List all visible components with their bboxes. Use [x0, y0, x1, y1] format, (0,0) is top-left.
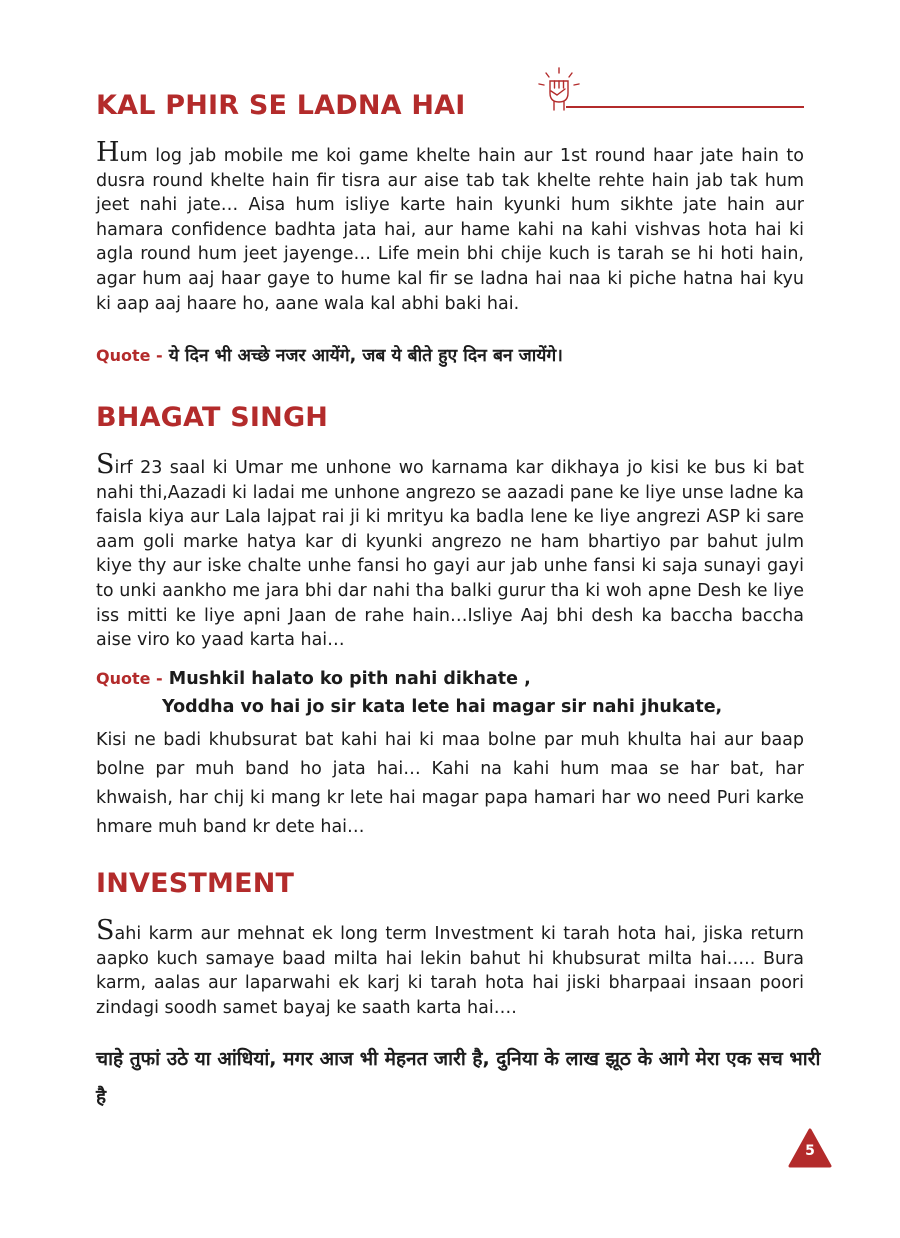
- drop-cap: H: [96, 137, 120, 168]
- quote-label: Quote -: [96, 346, 163, 365]
- quote-line-2: Yoddha vo hai jo sir kata lete hai magar sir nahi jhukate,: [162, 697, 723, 717]
- paragraph-text: um log jab mobile me koi game khelte hain aur 1st round haar jate hain to dusra round khelte hain fir tisra aur aise tab tak khelte rehte hain jab tak hum jeet nahi jate… Aisa hum isliye karte hain kyunki hum sikhte jate hain aur hamara confidence badhta jata hai, aur hame kahi na kahi vishvas hota hai ki agla round hum jeet jayenge… Life mein bhi chije kuch is tarah se hi hoti hain, agar hum aaj haar gaye to hume kal fir se ladna hai naa ki piche hatna hai kyu ki aap aaj haare ho, aane wala kal abhi baki hai.: [96, 146, 804, 314]
- page-number: 5: [805, 1143, 815, 1159]
- quote-text: Mushkil halato ko pith nahi dikhate ,: [168, 669, 531, 689]
- header-divider: [566, 106, 804, 108]
- section-paragraph: [96, 449, 804, 653]
- section-heading-investment: INVESTMENT: [96, 868, 295, 899]
- quote-line: [96, 669, 531, 689]
- section-paragraph: [96, 915, 804, 1020]
- quote-text: ये दिन भी अच्छे नजर आयेंगे, जब ये बीते हुए दिन बन जायेंगे।: [168, 346, 563, 366]
- quote-label: Quote -: [96, 669, 163, 688]
- hindi-quote: चाहे तुफां उठे या आंधियां, मगर आज भी मेहनत जारी है, दुनिया के लाख झूठ के आगे मेरा एक सच भारी है: [96, 1048, 821, 1108]
- paragraph-text: irf 23 saal ki Umar me unhone wo karnama kar dikhaya jo kisi ke bus ki bat nahi thi,Aazadi ki ladai me unhone angrezo se aazadi pane ke liye unse ladne ka faisla kiya aur Lala lajpat rai ji ki mrityu ka badla lene ke liye angrezi ASP ki sare aam goli marke hatya kar di kyunki angrezo ne ham bhartiyo par bahut julm kiye thy aur iske chalte unhe fansi ho gayi aur jab unhe fansi ki saja sunayi gayi to unki aankho me jara bhi dar nahi tha balki gurur tha ki woh apne Desh ke liye iss mitti ke liye apni Jaan de rahe hain…Isliye Aaj bhi desh ka baccha baccha aise viro ko yaad karta hai…: [96, 458, 804, 651]
- drop-cap: S: [96, 915, 115, 946]
- section-heading-kal-phir-se-ladna-hai: KAL PHIR SE LADNA HAI: [96, 90, 466, 121]
- paragraph-text: ahi karm aur mehnat ek long term Investment ki tarah hota hai, jiska return aapko kuch samaye baad milta hai lekin bahut hi khubsurat milta hai….. Bura karm, aalas aur laparwahi ek karj ki tarah hota hai jiski bharpaai insaan poori zindagi soodh samet bayaj ke saath karta hai….: [96, 924, 804, 1018]
- quote-line: [96, 343, 563, 367]
- section-heading-bhagat-singh: BHAGAT SINGH: [96, 402, 329, 433]
- section-paragraph: [96, 137, 804, 316]
- drop-cap: S: [96, 449, 115, 480]
- section-paragraph-2: Kisi ne badi khubsurat bat kahi hai ki maa bolne par muh khulta hai aur baap bolne par muh band ho jata hai… Kahi na kahi hum maa se har bat, har khwaish, har chij ki mang kr lete hai magar papa hamari har wo need Puri karke hmare muh band kr dete hai…: [96, 730, 804, 837]
